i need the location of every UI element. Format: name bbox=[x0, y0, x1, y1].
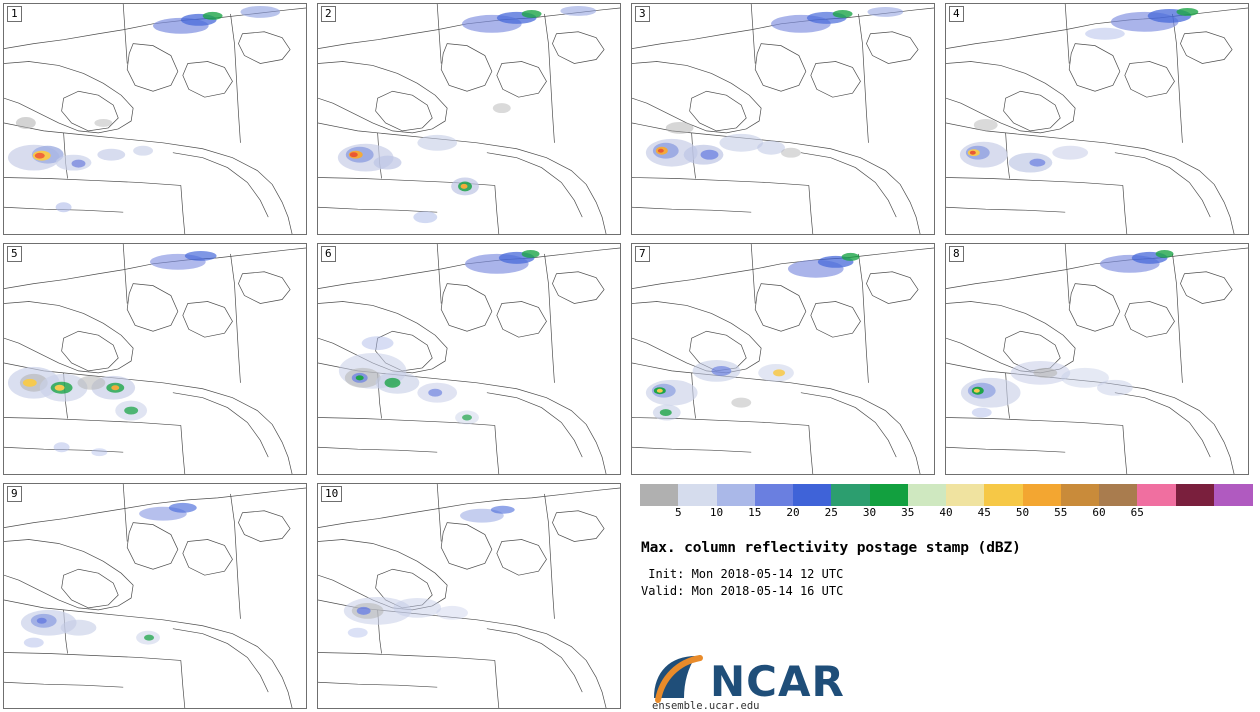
colorbar-tick: 5 bbox=[674, 506, 682, 519]
panel-label: 2 bbox=[321, 6, 336, 22]
colorbar-tick: 50 bbox=[1015, 506, 1030, 519]
panel-label: 3 bbox=[635, 6, 650, 22]
panel-member-7[interactable] bbox=[631, 243, 935, 475]
colorbar-tick: 40 bbox=[939, 506, 953, 519]
init-time: Init: Mon 2018-05-14 12 UTC bbox=[641, 567, 844, 581]
colorbar-swatch bbox=[678, 484, 717, 506]
panel-label: 6 bbox=[321, 246, 336, 262]
colorbar-swatch bbox=[640, 484, 679, 506]
chart-title: Max. column reflectivity postage stamp (dBZ) bbox=[641, 540, 1021, 556]
map-member-5 bbox=[4, 244, 306, 474]
map-member-1 bbox=[4, 4, 306, 234]
colorbar-swatch bbox=[1099, 484, 1138, 506]
panel-label: 10 bbox=[321, 486, 342, 502]
panel-label: 4 bbox=[949, 6, 964, 22]
colorbar-swatch bbox=[1023, 484, 1062, 506]
panel-label: 8 bbox=[949, 246, 964, 262]
panel-member-4[interactable] bbox=[945, 3, 1249, 235]
colorbar-swatch bbox=[1176, 484, 1215, 506]
colorbar-tick: 20 bbox=[786, 506, 800, 519]
colorbar-swatch bbox=[755, 484, 794, 506]
colorbar-tick: 55 bbox=[1054, 506, 1068, 519]
map-member-7 bbox=[632, 244, 934, 474]
map-member-9 bbox=[4, 484, 306, 708]
colorbar-tick: 35 bbox=[901, 506, 915, 519]
colorbar-swatch bbox=[717, 484, 756, 506]
panel-member-2[interactable] bbox=[317, 3, 621, 235]
colorbar-tick: 60 bbox=[1092, 506, 1106, 519]
map-member-10 bbox=[318, 484, 620, 708]
panel-member-3[interactable] bbox=[631, 3, 935, 235]
panel-label: 9 bbox=[7, 486, 22, 502]
colorbar-swatch bbox=[908, 484, 947, 506]
svg-text:NCAR: NCAR bbox=[710, 657, 845, 706]
colorbar-swatch bbox=[1061, 484, 1100, 506]
colorbar-tick: 65 bbox=[1130, 506, 1144, 519]
colorbar bbox=[640, 484, 1252, 506]
logo-url-text: ensemble.ucar.edu bbox=[652, 700, 760, 712]
panel-label: 5 bbox=[7, 246, 22, 262]
colorbar-tick: 45 bbox=[977, 506, 991, 519]
colorbar-tick: 30 bbox=[862, 506, 877, 519]
map-member-3 bbox=[632, 4, 934, 234]
colorbar-swatch bbox=[831, 484, 870, 506]
colorbar-swatch bbox=[946, 484, 985, 506]
panel-member-9[interactable] bbox=[3, 483, 307, 709]
valid-time: Valid: Mon 2018-05-14 16 UTC bbox=[641, 584, 844, 598]
colorbar-swatch bbox=[1137, 484, 1176, 506]
map-member-6 bbox=[318, 244, 620, 474]
map-member-8 bbox=[946, 244, 1248, 474]
map-member-2 bbox=[318, 4, 620, 234]
panel-member-8[interactable] bbox=[945, 243, 1249, 475]
panel-member-6[interactable] bbox=[317, 243, 621, 475]
panel-member-1[interactable] bbox=[3, 3, 307, 235]
colorbar-tick: 15 bbox=[748, 506, 762, 519]
colorbar-swatch bbox=[870, 484, 909, 506]
caption-block bbox=[641, 540, 1256, 599]
map-member-4 bbox=[946, 4, 1248, 234]
colorbar-swatch bbox=[1214, 484, 1253, 506]
panel-member-5[interactable] bbox=[3, 243, 307, 475]
colorbar-tick-labels bbox=[640, 506, 1252, 522]
colorbar-tick: 10 bbox=[709, 506, 724, 519]
panel-label: 7 bbox=[635, 246, 650, 262]
colorbar-tick: 25 bbox=[824, 506, 838, 519]
panel-member-10[interactable] bbox=[317, 483, 621, 709]
colorbar-swatch bbox=[984, 484, 1023, 506]
panel-label: 1 bbox=[7, 6, 22, 22]
colorbar-swatch bbox=[793, 484, 832, 506]
